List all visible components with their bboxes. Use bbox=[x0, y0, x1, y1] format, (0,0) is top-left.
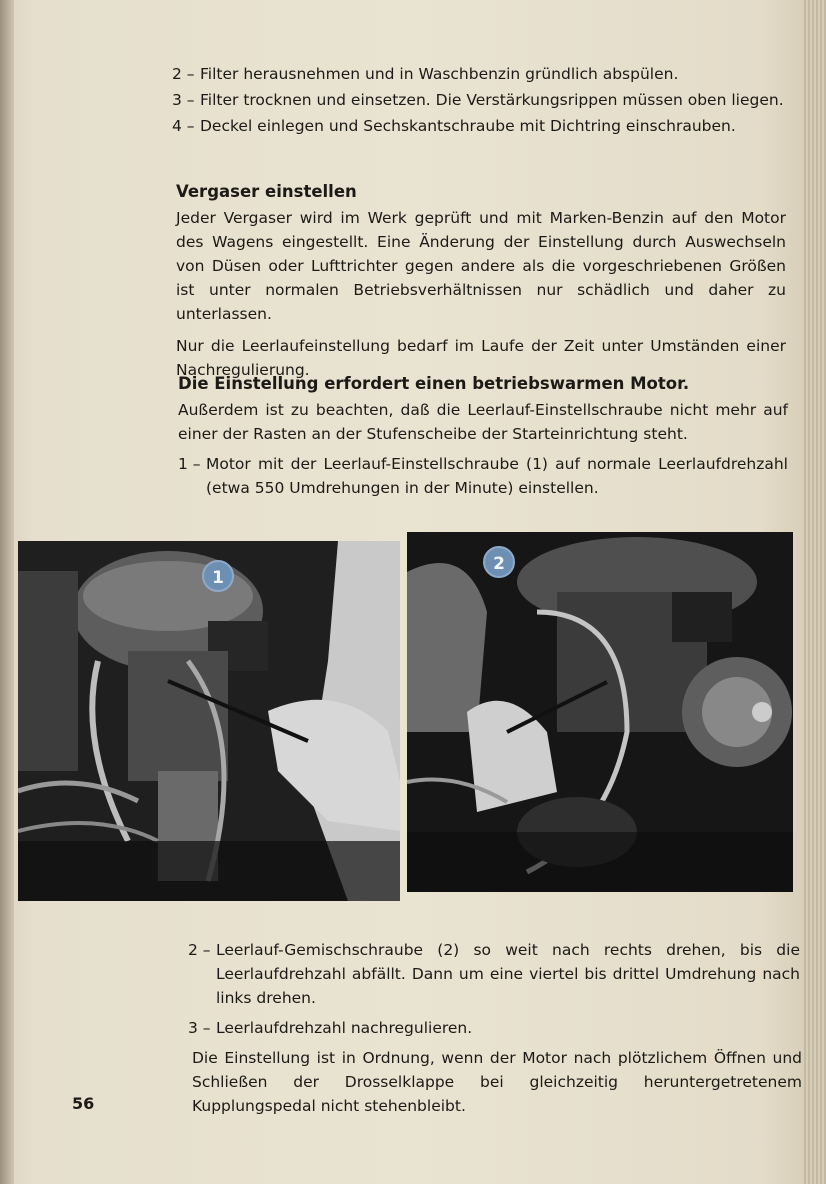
page-stack-edge bbox=[804, 0, 826, 1184]
paragraph: Jeder Vergaser wird im Werk geprüft und mit Marken-Benzin auf den Motor des Wagens eingestellt. Eine Änderung der Einstellung durch Auswechseln von Düsen oder Lufttrichter gegen andere als die vorgeschriebenen Größen ist unter normalen Betriebsverhältnissen nur schädlich und daher zu unterlassen. bbox=[176, 209, 786, 323]
final-paragraph-block bbox=[192, 1046, 802, 1118]
step-number: 4 – bbox=[172, 117, 195, 135]
section-heading: Vergaser einstellen bbox=[176, 182, 357, 201]
section-carburetor bbox=[176, 180, 786, 382]
step-number: 1 – bbox=[178, 455, 201, 473]
list-item bbox=[188, 1016, 800, 1040]
page-number: 56 bbox=[72, 1094, 95, 1113]
page-binding-shadow bbox=[0, 0, 14, 1184]
step-text: Leerlauf-Gemischschraube (2) so weit nach rechts drehen, bis die Leerlaufdrehzahl abfällt. Dann um eine viertel bis drittel Umdrehung nach links drehen. bbox=[216, 941, 800, 1007]
step-text: Filter herausnehmen und in Waschbenzin gründlich abspülen. bbox=[200, 65, 679, 83]
marker-badge-2: 2 bbox=[483, 546, 515, 578]
engine-photo-idle-screw bbox=[18, 541, 400, 901]
step-text: Filter trocknen und einsetzen. Die Verstärkungsrippen müssen oben liegen. bbox=[200, 91, 784, 109]
engine-photo-mixture-screw bbox=[407, 532, 793, 892]
step-text: Deckel einlegen und Sechskantschraube mit Dichtring einschrauben. bbox=[200, 117, 736, 135]
list-item bbox=[172, 88, 784, 112]
step-number: 2 – bbox=[188, 941, 211, 959]
marker-badge-1: 1 bbox=[202, 560, 234, 592]
top-steps bbox=[172, 62, 784, 138]
bold-heading: Die Einstellung erfordert einen betriebswarmen Motor. bbox=[178, 374, 690, 393]
paragraph: Die Einstellung ist in Ordnung, wenn der Motor nach plötzlichem Öffnen und Schließen der Drosselklappe bei gleichzeitig heruntergetretenem Kupplungspedal nicht stehenbleibt. bbox=[192, 1049, 802, 1115]
step-text: Leerlaufdrehzahl nachregulieren. bbox=[216, 1019, 473, 1037]
list-item bbox=[178, 452, 788, 500]
step-number: 2 – bbox=[172, 65, 195, 83]
engine-photo-illustration bbox=[407, 532, 793, 892]
list-item bbox=[172, 114, 784, 138]
step-number: 3 – bbox=[172, 91, 195, 109]
step-number: 3 – bbox=[188, 1019, 211, 1037]
paragraph: Nur die Leerlaufeinstellung bedarf im Laufe der Zeit unter Umständen einer Nachregulierung. bbox=[176, 337, 786, 379]
step-text: Motor mit der Leerlauf-Einstellschraube (1) auf normale Leerlaufdrehzahl (etwa 550 Umdrehungen in der Minute) einstellen. bbox=[206, 455, 788, 497]
engine-photo-illustration bbox=[18, 541, 400, 901]
paragraph: Außerdem ist zu beachten, daß die Leerlauf-Einstellschraube nicht mehr auf einer der Rasten an der Stufenscheibe der Starteinrichtung steht. bbox=[178, 401, 788, 443]
list-item bbox=[172, 62, 784, 86]
section-warm-engine bbox=[178, 372, 788, 500]
list-item bbox=[188, 938, 800, 1010]
bottom-steps bbox=[188, 938, 800, 1040]
